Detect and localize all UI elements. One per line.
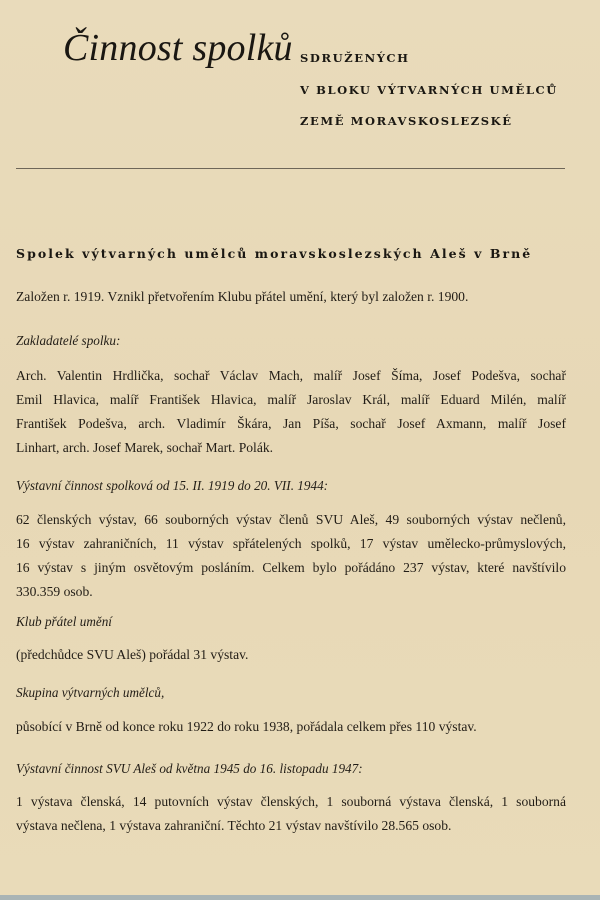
exhibitions-line: 16 výstav zahraničních, 11 výstav spřátelených spolků, 17 výstav umělecko-průmyslových, bbox=[16, 536, 566, 551]
exhibitions-1945-label: Výstavní činnost SVU Aleš od května 1945 do 16. listopadu 1947: bbox=[16, 761, 363, 776]
header-divider bbox=[16, 168, 565, 169]
founders-paragraph bbox=[16, 364, 566, 460]
subtitle-line-1: SDRUŽENÝCH bbox=[300, 51, 410, 65]
exhibitions-line: výstava nečlena, 1 výstava zahraniční. Těchto 21 výstav navštívilo 28.565 osob. bbox=[16, 818, 452, 833]
exhibitions-line: 62 členských výstav, 66 souborných výstav členů SVU Aleš, 49 souborných výstav nečlenů, bbox=[16, 512, 566, 527]
section-heading: Spolek výtvarných umělců moravskoslezských Aleš v Brně bbox=[16, 246, 533, 261]
klub-label: Klub přátel umění bbox=[16, 614, 112, 629]
skupina-paragraph: působící v Brně od konce roku 1922 do roku 1938, pořádala celkem přes 110 výstav. bbox=[16, 719, 477, 734]
exhibitions-1945-paragraph bbox=[16, 790, 566, 838]
exhibitions-1919-paragraph bbox=[16, 508, 566, 604]
exhibitions-line: 1 výstava členská, 14 putovních výstav členských, 1 souborná výstava členská, 1 souborná bbox=[16, 794, 566, 809]
page-title: Činnost spolků bbox=[63, 27, 293, 69]
scan-edge bbox=[0, 895, 600, 900]
founders-line: Linhart, arch. Josef Marek, sochař Mart. Polák. bbox=[16, 440, 274, 455]
founders-line: František Podešva, arch. Vladimír Škára, Jan Píša, sochař Josef Axmann, malíř Josef bbox=[16, 416, 566, 431]
subtitle-line-3: ZEMĚ MORAVSKOSLEZSKÉ bbox=[300, 114, 513, 128]
klub-paragraph: (předchůdce SVU Aleš) pořádal 31 výstav. bbox=[16, 647, 249, 662]
exhibitions-1919-label: Výstavní činnost spolková od 15. II. 1919 do 20. VII. 1944: bbox=[16, 478, 329, 493]
founders-label: Zakladatelé spolku: bbox=[16, 333, 121, 348]
founded-paragraph: Založen r. 1919. Vznikl přetvořením Klubu přátel umění, který byl založen r. 1900. bbox=[16, 289, 469, 304]
exhibitions-line: 330.359 osob. bbox=[16, 584, 93, 599]
skupina-label: Skupina výtvarných umělců, bbox=[16, 685, 165, 700]
founders-line: Emil Hlavica, malíř František Hlavica, malíř Jaroslav Král, malíř Eduard Milén, malíř bbox=[16, 392, 566, 407]
exhibitions-line: 16 výstav s jiným osvětovým posláním. Celkem bylo pořádáno 237 výstav, které navštívilo bbox=[16, 560, 566, 575]
founders-line: Arch. Valentin Hrdlička, sochař Václav Mach, malíř Josef Šíma, Josef Podešva, sochař bbox=[16, 368, 566, 383]
subtitle-line-2: V BLOKU VÝTVARNÝCH UMĚLCŮ bbox=[300, 83, 558, 97]
